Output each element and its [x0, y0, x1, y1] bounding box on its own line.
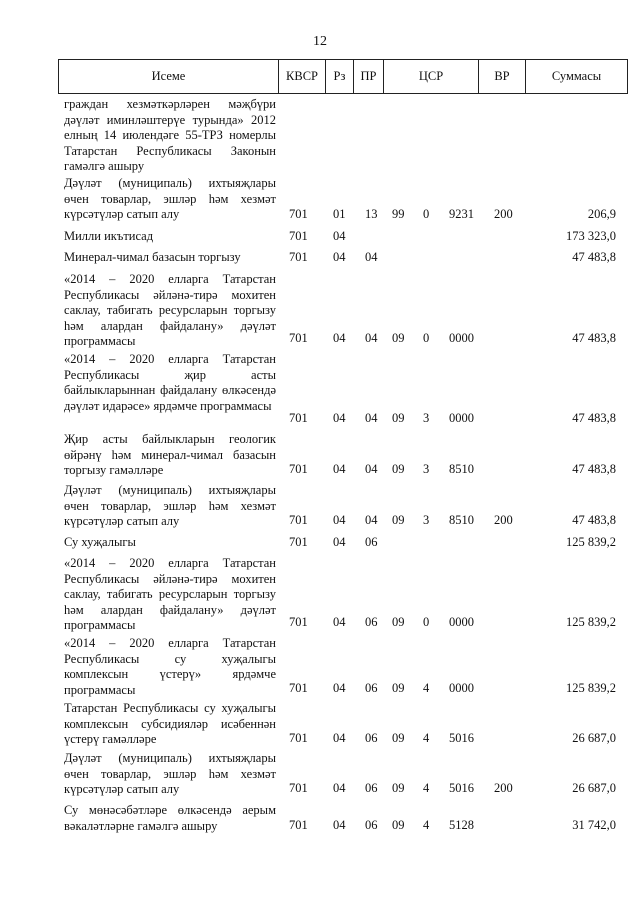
- row-pr: 04: [365, 513, 378, 527]
- row-sum: 206,9: [587, 207, 616, 221]
- row-csr-program: 09: [392, 411, 405, 425]
- row-csr-program: 09: [392, 462, 405, 476]
- row-sum: 47 483,8: [572, 411, 616, 425]
- row-csr-code: 0000: [449, 331, 474, 345]
- row-kvsr: 701: [289, 513, 308, 527]
- row-vr: 200: [494, 207, 513, 221]
- row-rz: 01: [333, 207, 346, 221]
- row-name: Су мөнәсәбәтләре өлкәсендә аерым вәкаләтләрне гамәлгә ашыру: [64, 803, 276, 833]
- row-rz: 04: [333, 250, 346, 264]
- row-name: Дәүләт (муниципаль) ихтыяҗлары өчен товарлар, эшләр һәм хезмәт күрсәтүләр сатып алу: [64, 751, 276, 797]
- row-csr-subprogram: 3: [423, 411, 430, 425]
- row-csr-program: 09: [392, 513, 405, 527]
- row-name: «2014 – 2020 елларга Татарстан Республикасы җир асты байлыкларыннан файдалану өлкәсендә дәүләт идарәсе» ярдәмче программасы: [64, 352, 276, 413]
- row-name: Су хуҗалыгы: [64, 535, 136, 549]
- row-sum: 26 687,0: [572, 781, 616, 795]
- row-sum: 125 839,2: [566, 681, 616, 695]
- row-pr: 04: [365, 462, 378, 476]
- row-name: Милли икътисад: [64, 229, 154, 243]
- page-number: 12: [313, 34, 327, 49]
- row-kvsr: 701: [289, 535, 308, 549]
- row-csr-subprogram: 3: [423, 462, 430, 476]
- row-csr-code: 0000: [449, 411, 474, 425]
- row-csr-code: 8510: [449, 513, 474, 527]
- row-pr: 13: [365, 207, 378, 221]
- row-pr: 06: [365, 781, 378, 795]
- row-csr-code: 9231: [449, 207, 474, 221]
- row-csr-code: 0000: [449, 615, 474, 629]
- row-kvsr: 701: [289, 331, 308, 345]
- row-name: Дәүләт (муниципаль) ихтыяҗлары өчен товарлар, эшләр һәм хезмәт күрсәтүләр сатып алу: [64, 176, 276, 222]
- row-rz: 04: [333, 781, 346, 795]
- row-rz: 04: [333, 462, 346, 476]
- header-sum: Суммасы: [551, 69, 602, 83]
- row-kvsr: 701: [289, 781, 308, 795]
- row-name: Минерал-чимал базасын торгызу: [64, 250, 241, 264]
- header-csr: ЦСР: [384, 60, 479, 93]
- row-pr: 06: [365, 818, 378, 832]
- row-sum: 125 839,2: [566, 615, 616, 629]
- row-name: Дәүләт (муниципаль) ихтыяҗлары өчен товарлар, эшләр һәм хезмәт күрсәтүләр сатып алу: [64, 483, 276, 529]
- row-rz: 04: [333, 331, 346, 345]
- row-rz: 04: [333, 513, 346, 527]
- row-csr-code: 8510: [449, 462, 474, 476]
- row-name: граждан хезмәткәрләрен мәҗбүри дәүләт иминләштерүе турында» 2012 елның 14 июлендәге 55-ТРЗ номерлы Татарстан Республикасы Законын гамәлгә ашыру: [64, 97, 276, 174]
- header-kvsr: КВСР: [279, 60, 326, 93]
- row-rz: 04: [333, 535, 346, 549]
- row-csr-code: 5016: [449, 781, 474, 795]
- row-csr-program: 09: [392, 615, 405, 629]
- row-name: «2014 – 2020 елларга Татарстан Республикасы су хуҗалыгы комплексын үстерү» ярдәмче программасы: [64, 636, 276, 697]
- row-rz: 04: [333, 681, 346, 695]
- row-pr: 04: [365, 331, 378, 345]
- row-pr: 06: [365, 731, 378, 745]
- row-csr-subprogram: 4: [423, 731, 430, 745]
- row-rz: 04: [333, 818, 346, 832]
- row-vr: 200: [494, 781, 513, 795]
- row-vr: 200: [494, 513, 513, 527]
- row-sum: 47 483,8: [572, 250, 616, 264]
- header-pr: ПР: [354, 60, 384, 93]
- header-vr: ВР: [479, 60, 526, 93]
- row-pr: 06: [365, 535, 378, 549]
- row-sum: 47 483,8: [572, 513, 616, 527]
- row-name: «2014 – 2020 елларга Татарстан Республикасы әйләнә-тирә мохитен саклау, табигать ресурсларын торгызу һәм алардан файдалану» дәүләт программасы: [64, 272, 276, 349]
- row-csr-code: 5016: [449, 731, 474, 745]
- row-kvsr: 701: [289, 731, 308, 745]
- row-kvsr: 701: [289, 250, 308, 264]
- row-kvsr: 701: [289, 411, 308, 425]
- row-csr-program: 09: [392, 681, 405, 695]
- row-sum: 31 742,0: [572, 818, 616, 832]
- header-rz: Рз: [326, 60, 354, 93]
- row-csr-program: 09: [392, 331, 405, 345]
- row-rz: 04: [333, 731, 346, 745]
- row-pr: 06: [365, 615, 378, 629]
- row-csr-subprogram: 0: [423, 207, 430, 221]
- row-csr-subprogram: 0: [423, 615, 430, 629]
- row-csr-subprogram: 0: [423, 331, 430, 345]
- row-kvsr: 701: [289, 207, 308, 221]
- row-csr-code: 5128: [449, 818, 474, 832]
- row-sum: 47 483,8: [572, 462, 616, 476]
- row-kvsr: 701: [289, 229, 308, 243]
- row-pr: 04: [365, 250, 378, 264]
- row-csr-subprogram: 4: [423, 681, 430, 695]
- row-kvsr: 701: [289, 818, 308, 832]
- row-rz: 04: [333, 229, 346, 243]
- row-kvsr: 701: [289, 615, 308, 629]
- row-csr-subprogram: 4: [423, 818, 430, 832]
- row-kvsr: 701: [289, 681, 308, 695]
- row-csr-code: 0000: [449, 681, 474, 695]
- row-name: Җир асты байлыкларын геологик өйрәнү һәм минерал-чимал базасын торгызу гамәлләре: [64, 432, 276, 478]
- row-rz: 04: [333, 411, 346, 425]
- row-rz: 04: [333, 615, 346, 629]
- row-pr: 06: [365, 681, 378, 695]
- row-sum: 173 323,0: [566, 229, 616, 243]
- row-csr-program: 09: [392, 781, 405, 795]
- row-pr: 04: [365, 411, 378, 425]
- header-name: Исеме: [59, 60, 279, 93]
- row-sum: 26 687,0: [572, 731, 616, 745]
- row-csr-subprogram: 4: [423, 781, 430, 795]
- row-name: Татарстан Республикасы су хуҗалыгы комплексын субсидияләр исәбеннән үстерү гамәлләре: [64, 701, 276, 747]
- row-csr-program: 09: [392, 731, 405, 745]
- row-csr-subprogram: 3: [423, 513, 430, 527]
- row-sum: 47 483,8: [572, 331, 616, 345]
- row-name: «2014 – 2020 елларга Татарстан Республикасы әйләнә-тирә мохитен саклау, табигать ресурсларын торгызу һәм алардан файдалану» дәүләт программасы: [64, 556, 276, 633]
- row-sum: 125 839,2: [566, 535, 616, 549]
- row-csr-program: 99: [392, 207, 405, 221]
- row-kvsr: 701: [289, 462, 308, 476]
- row-csr-program: 09: [392, 818, 405, 832]
